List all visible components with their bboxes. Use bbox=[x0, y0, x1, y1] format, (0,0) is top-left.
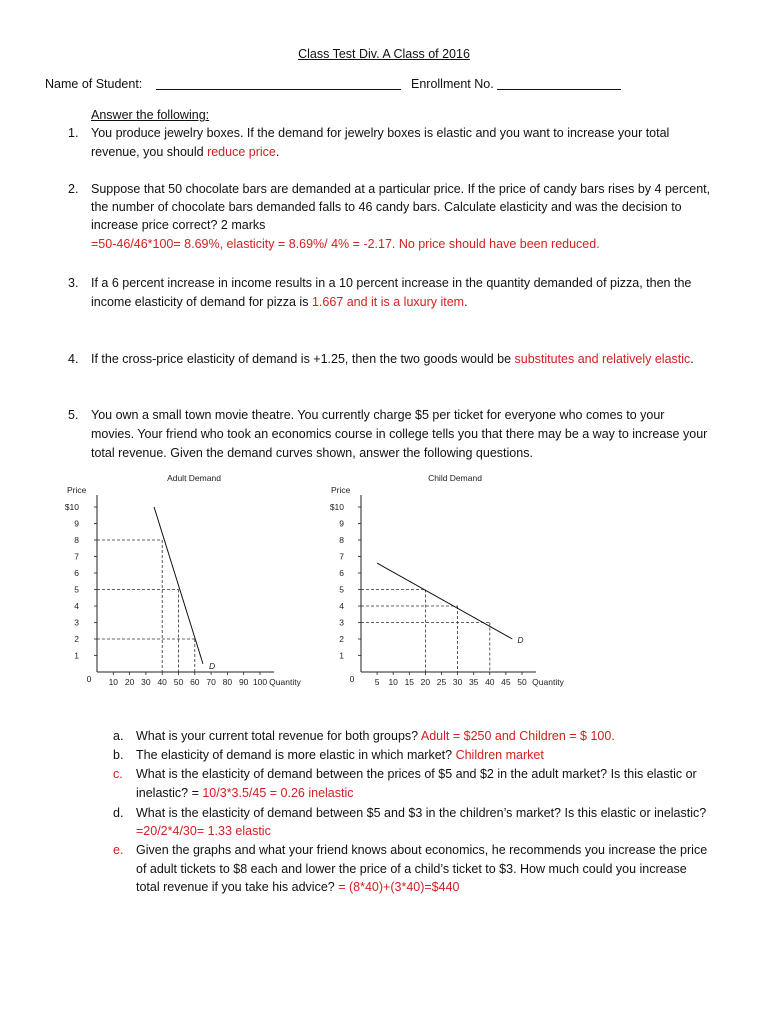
subq-e-line3 bbox=[136, 878, 460, 896]
adult-xtick-label-60: 60 bbox=[190, 677, 200, 687]
child-curve-label: D bbox=[517, 635, 524, 645]
subq-e-label: e. bbox=[113, 843, 124, 857]
q1-line1: You produce jewelry boxes. If the demand for jewelry boxes is elastic and you want to increase your total bbox=[91, 126, 670, 140]
name-label bbox=[45, 75, 142, 93]
child-xtick-label-30: 30 bbox=[452, 677, 463, 687]
subq-a-answer: Adult = $250 and Children = $ 100. bbox=[420, 729, 615, 743]
q1-answer: reduce price bbox=[207, 145, 276, 159]
child-xtick-label-25: 25 bbox=[436, 677, 447, 687]
adult-origin-label: 0 bbox=[86, 674, 92, 684]
q4-answer: substitutes and relatively elastic bbox=[514, 352, 691, 366]
child-ytick-label-2: 2 bbox=[339, 634, 344, 644]
child-ytick-label-3: 3 bbox=[339, 617, 344, 628]
subq-a-label: a. bbox=[113, 729, 124, 743]
subq-a-text: What is your current total revenue for both groups? bbox=[136, 729, 421, 743]
subq-e-line1: Given the graphs and what your friend knows about economics, he recommends you increase the price bbox=[136, 843, 708, 857]
subq-b-label: b. bbox=[113, 748, 124, 762]
adult-xtick-label-30: 30 bbox=[141, 677, 151, 687]
child-xtick-label-40: 40 bbox=[485, 677, 495, 687]
subq-b bbox=[136, 746, 544, 764]
adult-ytick-label-10: $10 bbox=[64, 502, 79, 512]
subq-e-text: total revenue if you take his advice? bbox=[136, 880, 339, 894]
adult-ytick-label-8: 8 bbox=[74, 535, 79, 545]
q1-line2 bbox=[91, 143, 279, 161]
instructions: Answer the following: bbox=[91, 108, 210, 122]
adult-xtick-label-90: 90 bbox=[238, 677, 249, 687]
q2-answer: =50-46/46*100= 8.69%, elasticity = 8.69%/ 4% = -2.17. No price should have been reduced. bbox=[91, 237, 600, 251]
adult-ytick-label-4: 4 bbox=[74, 601, 79, 611]
child-ytick-label-1: 1 bbox=[339, 650, 344, 661]
subq-b-answer: Children market bbox=[455, 748, 544, 762]
q2-line2: the number of chocolate bars demanded falls to 46 candy bars. Calculate elasticity and was the decision to bbox=[91, 200, 682, 214]
subq-e-answer: = (8*40)+(3*40)=$440 bbox=[338, 880, 460, 894]
subq-c-text: inelastic? = bbox=[136, 786, 203, 800]
q4-line1 bbox=[91, 350, 694, 368]
child-chart-title: Child Demand bbox=[428, 473, 482, 483]
child-xtick-label-5: 5 bbox=[374, 677, 380, 687]
adult-xtick-label-80: 80 bbox=[222, 677, 233, 687]
adult-xtick-label-10: 10 bbox=[108, 677, 119, 687]
adult-curve-label: D bbox=[208, 660, 216, 671]
child-xtick-label-35: 35 bbox=[468, 677, 479, 687]
adult-xtick-label-50: 50 bbox=[173, 677, 184, 687]
child-ylabel: Price bbox=[331, 485, 351, 495]
adult-chart-title: Adult Demand bbox=[167, 473, 221, 483]
child-origin-label: 0 bbox=[349, 674, 355, 684]
q2-line3: increase price correct? 2 marks bbox=[91, 218, 266, 232]
q1-number: 1. bbox=[68, 126, 79, 140]
q4-number: 4. bbox=[68, 352, 79, 366]
q4-period: . bbox=[690, 352, 694, 366]
subq-e-line2: of adult tickets to $8 each and lower the price of a child’s ticket to $3. How much could you increase bbox=[136, 862, 687, 876]
child-ytick-label-10: $10 bbox=[329, 502, 344, 512]
child-demand-curve bbox=[377, 563, 512, 639]
child-ytick-label-7: 7 bbox=[339, 551, 344, 562]
child-xtick-label-20: 20 bbox=[420, 677, 431, 687]
adult-ytick-label-1: 1 bbox=[74, 650, 79, 661]
subq-c-line1: What is the elasticity of demand between the prices of $5 and $2 in the adult market? Is this elastic or bbox=[136, 767, 697, 781]
child-ytick-label-8: 8 bbox=[339, 535, 344, 545]
enrollment-blank[interactable] bbox=[497, 89, 621, 90]
q3-line2-text: income elasticity of demand for pizza is bbox=[91, 295, 312, 309]
subq-d-label: d. bbox=[113, 806, 124, 820]
q3-line2 bbox=[91, 293, 468, 311]
adult-ytick-label-2: 2 bbox=[74, 634, 79, 644]
child-xtick-label-15: 15 bbox=[404, 677, 415, 687]
demand-charts bbox=[0, 466, 768, 696]
q5-number: 5. bbox=[68, 408, 79, 422]
q3-answer: 1.667 and it is a luxury item bbox=[311, 295, 465, 309]
q5-line3: total revenue. Given the demand curves shown, answer the following questions. bbox=[91, 446, 533, 460]
subq-a bbox=[136, 727, 615, 745]
q2-line1: Suppose that 50 chocolate bars are demanded at a particular price. If the price of candy bars rises by 4 percent, bbox=[91, 182, 711, 196]
adult-ytick-label-5: 5 bbox=[74, 584, 79, 595]
child-xtick-label-10: 10 bbox=[388, 677, 398, 687]
adult-ylabel: Price bbox=[67, 485, 87, 495]
enrollment-label: Enrollment No. bbox=[411, 77, 494, 91]
adult-xtick-label-100: 100 bbox=[252, 677, 268, 687]
name-blank[interactable] bbox=[156, 89, 401, 90]
adult-ytick-label-3: 3 bbox=[74, 617, 79, 628]
adult-ytick-label-7: 7 bbox=[74, 551, 79, 562]
child-ytick-label-5: 5 bbox=[339, 584, 344, 595]
q1-period: . bbox=[275, 145, 280, 159]
child-xlabel: Quantity bbox=[532, 677, 564, 687]
child-ytick-label-4: 4 bbox=[339, 601, 344, 611]
q3-line1: If a 6 percent increase in income results in a 10 percent increase in the quantity demanded of pizza, then the bbox=[91, 276, 692, 290]
adult-ytick-label-6: 6 bbox=[74, 568, 79, 578]
subq-c-line2 bbox=[136, 784, 354, 802]
q3-period: . bbox=[464, 295, 468, 309]
subq-b-text: The elasticity of demand is more elastic in which market? bbox=[136, 748, 456, 762]
adult-xtick-label-40: 40 bbox=[157, 677, 167, 687]
adult-demand-chart bbox=[65, 473, 302, 687]
name-label-text: Name of Student: bbox=[45, 77, 143, 91]
q4-line1-text: If the cross-price elasticity of demand is +1.25, then the two goods would be bbox=[91, 352, 515, 366]
child-xtick-label-45: 45 bbox=[501, 677, 511, 687]
q5-line1: You own a small town movie theatre. You currently charge $5 per ticket for everyone who comes to your bbox=[91, 408, 665, 422]
adult-xtick-label-20: 20 bbox=[124, 677, 135, 687]
adult-ytick-label-9: 9 bbox=[74, 518, 79, 529]
adult-xlabel: Quantity bbox=[269, 677, 301, 687]
child-ytick-label-6: 6 bbox=[339, 568, 344, 578]
child-ytick-label-9: 9 bbox=[339, 518, 344, 529]
child-demand-chart bbox=[330, 473, 565, 687]
subq-c-answer: 10/3*3.5/45 = 0.26 inelastic bbox=[202, 786, 354, 800]
adult-xtick-label-70: 70 bbox=[206, 677, 216, 687]
q1-line2-text: revenue, you should bbox=[91, 145, 208, 159]
subq-c-label: c. bbox=[113, 767, 123, 781]
q3-number: 3. bbox=[68, 276, 79, 290]
page-title: Class Test Div. A Class of 2016 bbox=[298, 47, 470, 61]
subq-d-answer: =20/2*4/30= 1.33 elastic bbox=[136, 824, 271, 838]
child-xtick-label-50: 50 bbox=[517, 677, 527, 687]
q2-number: 2. bbox=[68, 182, 79, 196]
q5-line2: movies. Your friend who took an economics course in college tells you that there may be a way to increase your bbox=[91, 427, 708, 441]
subq-d-line1: What is the elasticity of demand between $5 and $3 in the children’s market? Is this elastic or inelastic? bbox=[136, 806, 707, 820]
